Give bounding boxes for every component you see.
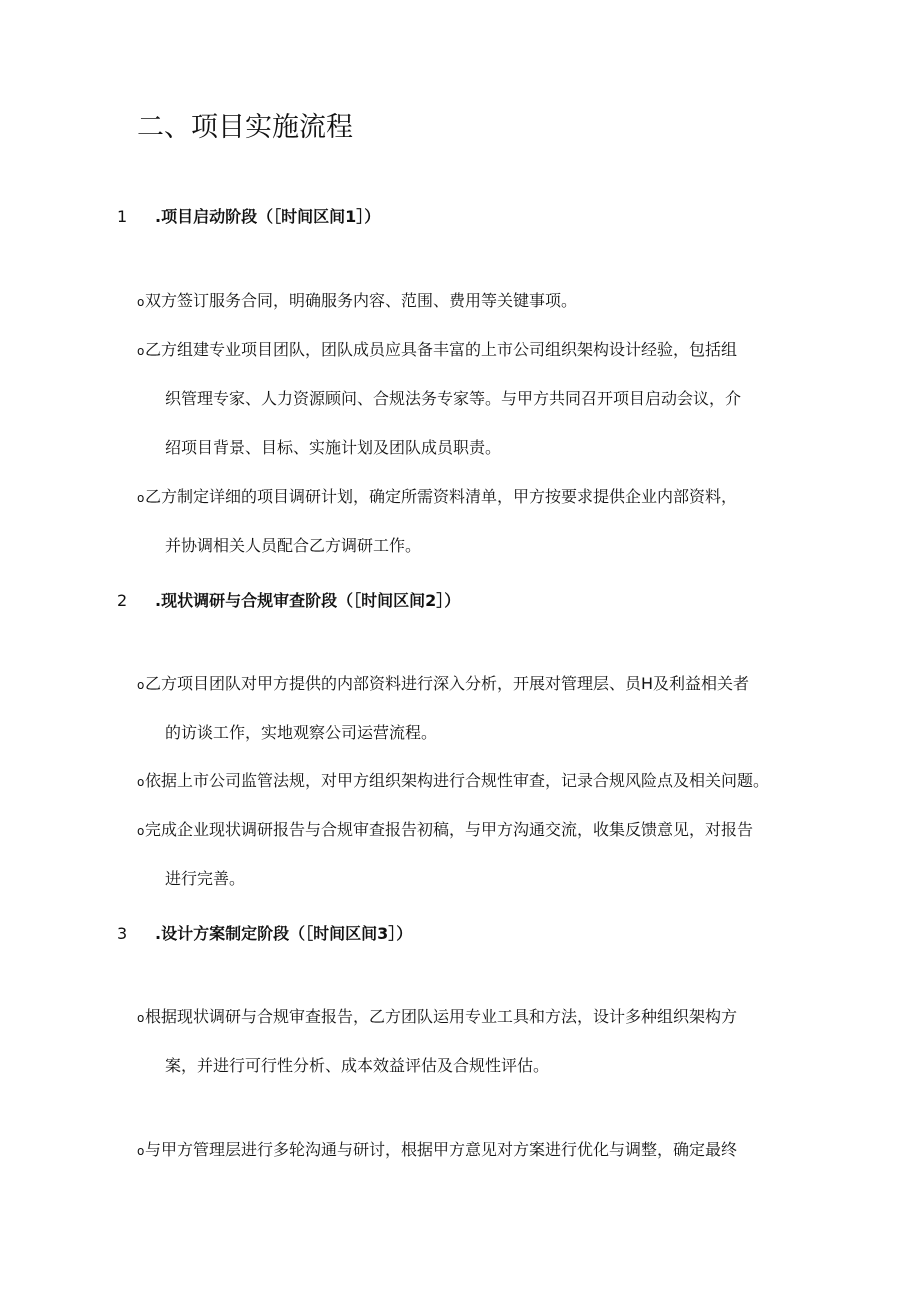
section-heading-2 [117,588,460,614]
item-text: 根据现状调研与合规审查报告，乙方团队运用专业工具和方法，设计多种组织架构方 [145,1007,738,1026]
list-item [137,671,787,769]
item-text-continued: 织管理专家、人力资源顾问、合规法务专家等。与甲方共同召开项目启动会议，介 [165,389,742,408]
item-text: 完成企业现状调研报告与合规审查报告初稿，与甲方沟通交流，收集反馈意见，对报告 [145,820,754,839]
item-text: 依据上市公司监管法规，对甲方组织架构进行合规性审查，记录合规风险点及相关问题。 [145,771,770,790]
item-text: 双方签订服务合同，明确服务内容、范围、费用等关键事项。 [145,291,578,310]
section-number-2: 2 [117,591,128,610]
item-text: 与甲方管理层进行多轮沟通与研讨，根据甲方意见对方案进行优化与调整，确定最终 [145,1140,738,1159]
item-text-continued: 案，并进行可行性分析、成本效益评估及合规性评估。 [165,1056,550,1075]
bullet-marker: o [137,344,145,358]
item-text-continued: 的访谈工作，实地观察公司运营流程。 [165,723,438,742]
list-item [137,288,787,337]
bullet-marker: o [137,775,145,789]
item-text: 乙方组建专业项目团队，团队成员应具备丰富的上市公司组织架构设计经验，包括组 [145,340,738,359]
section-number-1: 1 [117,207,128,226]
bullet-marker: o [137,1011,145,1025]
list-item [137,768,787,817]
section-heading-1 [117,204,380,230]
section-title-2: .现状调研与合规审查阶段（［时间区间2］） [155,591,461,610]
bullet-marker: o [137,1144,145,1158]
list-item [137,484,787,582]
section-number-3: 3 [117,924,128,943]
item-text: 乙方制定详细的项目调研计划，确定所需资料清单，甲方按要求提供企业内部资料， [145,487,738,506]
bullet-marker: o [137,295,145,309]
section-title-3: .设计方案制定阶段（［时间区间3］） [155,924,413,943]
list-item [137,817,787,915]
document-title: 二、项目实施流程 [137,112,353,143]
bullet-marker: o [137,824,145,838]
section-heading-3 [117,921,412,947]
list-item [137,1137,787,1186]
item-text-continued: 绍项目背景、目标、实施计划及团队成员职责。 [165,438,502,457]
item-text-continued: 并协调相关人员配合乙方调研工作。 [165,536,422,555]
section-title-1: .项目启动阶段（［时间区间1］） [155,207,381,226]
item-text: 乙方项目团队对甲方提供的内部资料进行深入分析，开展对管理层、员H及利益相关者 [145,674,750,693]
list-item [137,1004,787,1102]
item-text-continued: 进行完善。 [165,869,246,888]
bullet-marker: o [137,491,145,505]
list-item [137,337,787,484]
bullet-marker: o [137,678,145,692]
